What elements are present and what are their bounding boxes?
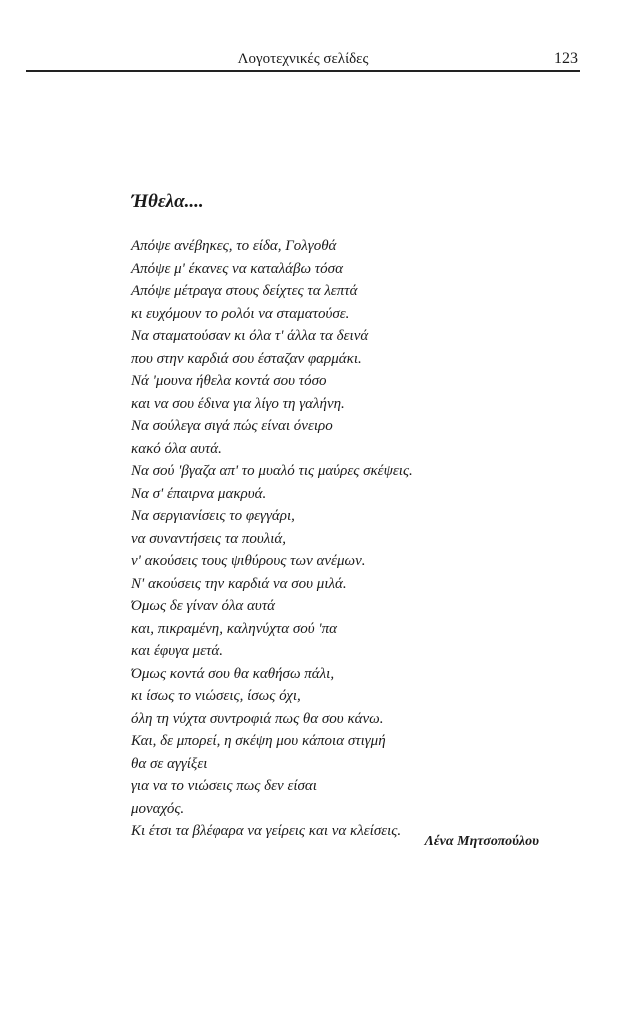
poem-line: Να σούλεγα σιγά πώς είναι όνειρο [131,418,333,434]
poem-line: Και, δε μπορεί, η σκέψη μου κάποια στιγμή [131,733,386,749]
poem-body [131,235,531,843]
poem-line: θα σε αγγίξει [131,755,208,772]
poem-line: Να σταματούσαν κι όλα τ' άλλα τα δεινά [131,328,369,344]
poem-line: Όμως κοντά σου θα καθήσω πάλι, [131,665,335,682]
poem-line: μοναχός. [131,800,185,817]
poem-line: ν' ακούσεις τους ψιθύρους των ανέμων. [131,553,366,569]
running-header [26,50,580,72]
poem-title: Ήθελα.... [131,191,204,212]
running-title: Λογοτεχνικές σελίδες [237,51,369,67]
poem-line: Απόψε μέτραγα στους δείχτες τα λεπτά [131,283,358,299]
poem-line: όλη τη νύχτα συντροφιά πως θα σου κάνω. [131,710,384,727]
poem-line: και να σου έδινα για λίγο τη γαλήνη. [131,395,345,412]
poem-line: Νά 'μουνα ήθελα κοντά σου τόσο [131,373,327,389]
poem-line: Κι έτσι τα βλέφαρα να γείρεις και να κλείσεις. [131,823,402,839]
poem-line: που στην καρδιά σου έσταζαν φαρμάκι. [131,350,362,367]
poem-line: για να το νιώσεις πως δεν είσαι [131,778,317,794]
poem-line: Απόψε μ' έκανες να καταλάβω τόσα [131,260,343,277]
poem-line: Να σ' έπαιρνα μακρυά. [131,485,267,502]
poem-line: και, πικραμένη, καληνύχτα σού 'πα [131,620,338,637]
poem-line: κι ευχόμουν το ρολόι να σταματούσε. [131,305,350,322]
poem-line: Όμως δε γίναν όλα αυτά [131,598,276,614]
poem-line: και έφυγα μετά. [131,643,224,659]
poem-line: Να σεργιανίσεις το φεγγάρι, [131,508,295,524]
poem-line: Ν' ακούσεις την καρδιά να σου μιλά. [131,575,347,592]
poem-author: Λένα Μητσοπούλου [424,834,539,849]
poem-line: κι ίσως το νιώσεις, ίσως όχι, [131,688,301,704]
page-number: 123 [554,50,578,67]
poem-line: κακό όλα αυτά. [131,440,222,457]
poem-line: Απόψε ανέβηκες, το είδα, Γολγοθά [131,238,337,254]
poem-line: Να σού 'βγαζα απ' το μυαλό τις μαύρες σκέψεις. [131,463,413,479]
poem-line: να συναντήσεις τα πουλιά, [131,530,287,547]
